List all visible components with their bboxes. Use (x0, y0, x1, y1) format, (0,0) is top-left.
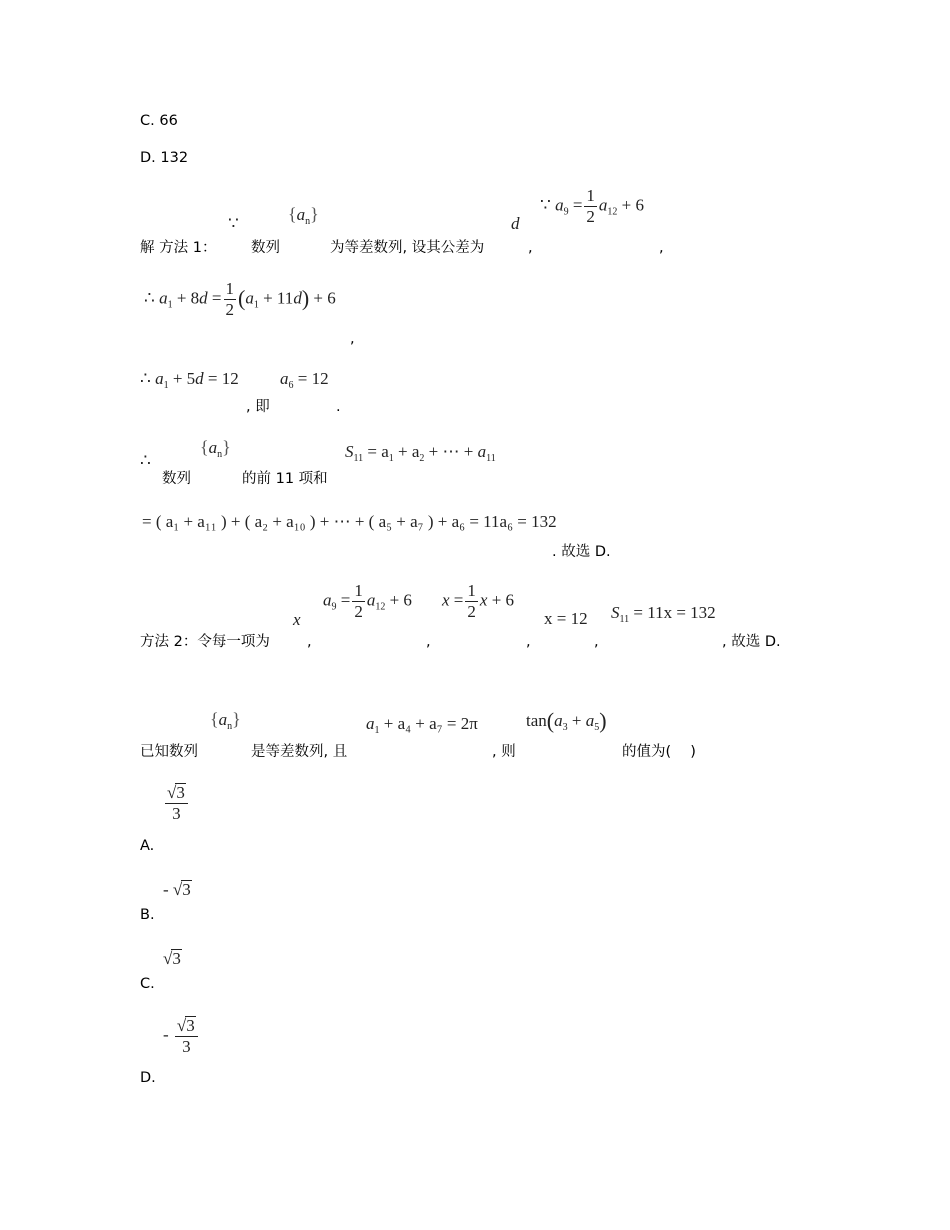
therefore-symbol: ∴ (140, 451, 151, 470)
question-prefix: 已知数列 (140, 744, 198, 760)
common-difference-d: d (511, 214, 520, 233)
choice-a-formula: $\frac{√3}{3}$ (163, 783, 190, 823)
period-1: . (336, 399, 341, 415)
comma-5: , (426, 634, 431, 650)
choice-d-formula: - $\frac{√3}{3}$ (163, 1016, 200, 1056)
method2-x-12: x = 12 (544, 609, 588, 628)
sequence-an-2: $\{a_n\}$ (200, 437, 231, 460)
question-mid: 是等差数列, 且 (251, 744, 348, 760)
choice-c-formula: √3 (163, 949, 181, 968)
comma-6: , (526, 634, 531, 650)
sum-s11: $S_{11} = a_1 + a_2$ + ⋯ + $a_{11}$ (345, 442, 496, 464)
given-equation: ∵ $a_9$ = $\frac{1}{2}$ $a_{12} + 6$ (540, 186, 645, 226)
option-c-prev: C. 66 (140, 113, 178, 129)
solution-seq-word: 数列 (251, 240, 280, 256)
text-seq-2: 数列 (162, 471, 191, 487)
sequence-an-1: $\{a_n\}$ (288, 204, 319, 227)
question-then: , 则 (492, 744, 516, 760)
solution-method1-prefix: 解 方法 1： (140, 240, 217, 256)
choose-d-1: . 故选 D. (552, 544, 611, 560)
question-suffix: 的值为( ) (622, 744, 696, 760)
question-condition: $a_1 + a_4 + a_7 = 2\pi$ (366, 714, 478, 736)
pairing-equation: = ( a₁ + a₁₁ ) + ( a₂ + a₁₀ ) + ⋯ + ( a₅ + a₇ ) + a₆ = 11a₆ = 132 (142, 512, 557, 531)
option-d-prev: D. 132 (140, 150, 189, 166)
method2-s11: $S_{11} = 11x = 132$ (611, 603, 716, 625)
text-first-11-sum: 的前 11 项和 (242, 471, 328, 487)
comma-3: , (350, 331, 355, 347)
choice-c-label[interactable]: C. (140, 976, 155, 992)
because-symbol: ∵ (228, 214, 239, 233)
equation-a6: $a_6 = 12$ (280, 369, 329, 391)
equation-a1-5d: ∴ $a_1 + 5d = 12$ (140, 369, 239, 391)
choice-d-label[interactable]: D. (140, 1070, 156, 1086)
choose-d-2: , 故选 D. (722, 634, 781, 650)
equation-a1-8d: ∴ $a_1 + 8d$ = $\frac{1}{2}$ $(a_1 + 11d) + 6$ (144, 279, 336, 319)
method2-prefix: 方法 2：令每一项为 (140, 634, 270, 650)
question-tan-expr: $\tan(a_3 + a_5)$ (526, 708, 607, 733)
choice-a-label[interactable]: A. (140, 838, 155, 854)
question-sequence-an: $\{a_n\}$ (210, 709, 241, 732)
choice-b-formula: - √3 (163, 880, 191, 899)
comma-2: , (659, 240, 664, 256)
text-ji: , 即 (246, 399, 270, 415)
choice-b-label[interactable]: B. (140, 907, 155, 923)
comma-7: , (594, 634, 599, 650)
method2-given: $a_9$ = $\frac{1}{2}$ $a_{12} + 6$ (323, 581, 412, 621)
comma-1: , (528, 240, 533, 256)
method2-x-eq: x = $\frac{1}{2}$ x + 6 (442, 581, 515, 621)
solution-arith-text: 为等差数列, 设其公差为 (330, 240, 485, 256)
var-x: x (293, 610, 301, 629)
comma-4: , (307, 634, 312, 650)
